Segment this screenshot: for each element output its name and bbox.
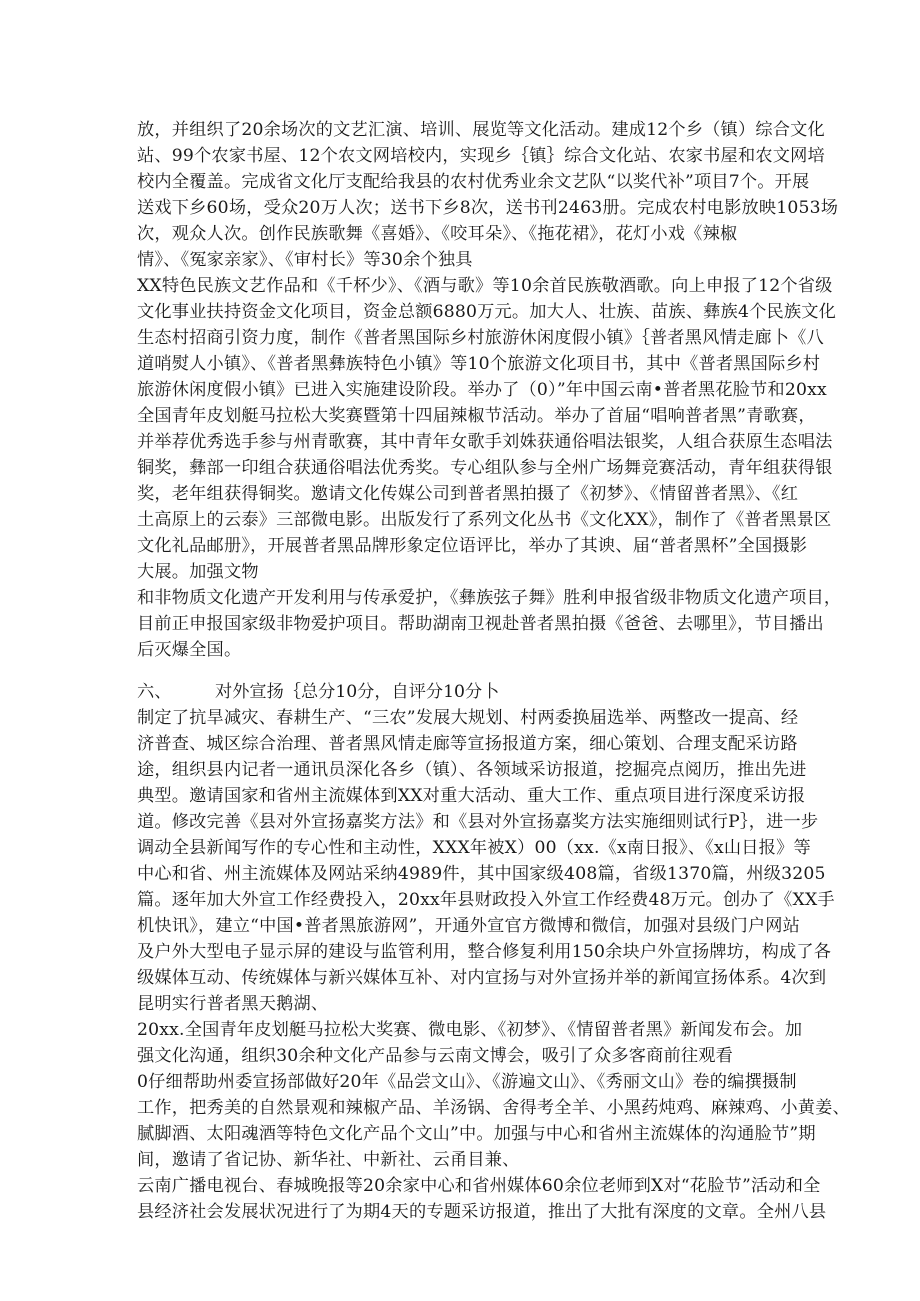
text-line: 文化礼品邮册》，开展普者黑品牌形象定位语评比，举办了其谀、届“普者黑杯”全国摄影 [137,536,808,556]
text-line: 旅游休闲度假小镇》已进入实施建设阶段。举办了（0）”年中国云南•普者黑花脸节和20xx [137,380,827,400]
text-line: 典型。邀请国家和省州主流媒体到XX对重大活动、重大工作、重点项目进行深度采访报 [137,786,806,806]
text-line: 县经济社会发展状况进行了为期4天的专题采访报道，推出了大批有深度的文章。全州八县 [137,1202,827,1222]
text-line: 济普查、城区综合治理、普者黑风情走廊等宣扬报道方案，细心策划、合理支配采访路 [137,734,798,754]
text-line: 和非物质文化遗产开发利用与传承爱护，《彝族弦子舞》胜利申报省级非物质文化遗产项目， [137,588,842,608]
text-line: 20xx.全国青年皮划艇马拉松大奖赛、微电影、《初梦》、《情留普者黑》新闻发布会。加 [137,1020,803,1040]
text-line: 道哨熨人小镇》、《普者黑彝族特色小镇》等10个旅游文化项目书，其中《普者黑国际乡村 [137,354,821,374]
text-line: 云南广播电视台、春城晚报等20余家中心和省州媒体60余位老师到X对“花脸节”活动和全 [137,1176,821,1196]
text-line: 目前正申报国家级非物爱护项目。帮助湖南卫视赴普者黑拍摄《爸爸、去哪里》，节目播出 [137,614,824,634]
text-line: 送戏下乡60场，受众20万人次；送书下乡8次，送书刊2463册。完成农村电影放映1053场 [137,198,839,218]
text-line: 道。修改完善《县对外宣扬嘉奖方法》和《县对外宣扬嘉奖方法实施细则试行P｝，进一步 [137,812,819,832]
text-line: 腻脚酒、太阳魂酒等特色文化产品个文山”中。加强与中心和省州主流媒体的沟通脸节”期 [137,1124,816,1144]
section-title: 对外宣扬｛总分10分，自评分10分卜 [215,682,500,702]
text-line: 并举荐优秀选手参与州青歌赛，其中青年女歌手刘姝获通俗唱法银奖，人组合获原生态唱法 [137,432,833,452]
text-line: 校内全覆盖。完成省文化厅支配给我县的农村优秀业余文艺队“以奖代补”项目7个。开展 [137,172,810,192]
text-line: 站、99个农家书屋、12个农文网培校内，实现乡｛镇｝综合文化站、农家书屋和农文网培 [137,146,825,166]
text-line: 全国青年皮划艇马拉松大奖赛暨第十四届辣椒节活动。举办了首届“唱响普者黑”青歌赛， [137,406,816,426]
text-line: 大展。加强文物 [137,562,259,582]
text-line: 铜奖，彝部一印组合获通俗唱法优秀奖。专心组队参与全州广场舞竞赛活动，青年组获得银 [137,458,833,478]
text-line: 调动全县新闻写作的专心性和主动性，XXX年被X）00（xx.《x南日报》、《x山日报》等 [137,838,811,858]
text-line: 次，观众人次。创作民族歌舞《喜婚》、《咬耳朵》、《拖花裙》，花灯小戏《辣椒 [137,224,738,244]
text-line: 生态村招商引资力度，制作《普者黑国际乡村旅游休闲度假小镇》｛普者黑风情走廊卜《八 [137,328,824,348]
text-line: 途，组织县内记者一通讯员深化各乡（镇）、各领域采访报道，挖掘亮点阅历，推出先进 [137,760,807,780]
text-line: 土高原上的云泰》三部微电影。出版发行了系列文化丛书《文化XX》，制作了《普者黑景区 [137,510,832,530]
text-line: 0仔细帮助州委宣扬部做好20年《品尝文山》、《游遍文山》、《秀丽文山》卷的编撰摄制 [137,1072,797,1092]
section-number: 六、 [137,682,172,702]
text-line: 后灭爆全国。 [137,640,242,660]
text-line: XX特色民族文艺作品和《千杯少》、《酒与歌》等10余首民族敬酒歌。向上申报了12个省级 [137,276,833,296]
text-line: 文化事业扶持资金文化项目，资金总额6880万元。加大人、壮族、苗族、彝族4个民族文化 [137,302,837,322]
text-line: 放，并组织了20余场次的文艺汇演、培训、展览等文化活动。建成12个乡（镇）综合文化 [137,120,825,140]
text-line: 及户外大型电子显示屏的建设与监管利用，整合修复利用150余块户外宣扬牌坊，构成了各 [137,942,832,962]
text-line: 昆明实行普者黑天鹅湖、 [137,994,329,1014]
text-line: 中心和省、州主流媒体及网站采纳4989件，其中国家级408篇，省级1370篇，州级3205 [137,864,826,884]
text-line: 工作，把秀美的自然景观和辣椒产品、羊汤锅、舍得考全羊、小黑药炖鸡、麻辣鸡、小黄姜、 [137,1098,850,1118]
text-line: 篇。逐年加大外宣工作经费投入，20xx年县财政投入外宣工作经费48万元。创办了《XX手 [137,890,835,910]
text-line: 情》、《冤家亲家》、《审村长》等30余个独具 [137,250,473,270]
text-line: 强文化沟通，组织30余种文化产品参与云南文博会，吸引了众多客商前往观看 [137,1046,734,1066]
text-line: 级媒体互动、传统媒体与新兴媒体互补、对内宣扬与对外宣扬并举的新闻宣扬体系。4次到 [137,968,827,988]
text-line: 奖，老年组获得铜奖。邀请文化传媒公司到普者黑拍摄了《初梦》、《情留普者黑》、《红 [137,484,799,504]
text-line: 制定了抗旱减灾、春耕生产、“三农”发展大规划、村两委换届选举、两整改一提高、经 [137,708,799,728]
text-line: 机快讯》，建立“中国•普者黑旅游网”，开通外宣官方微博和微信，加强对县级门户网站 [137,916,801,936]
text-line: 间，邀请了省记协、新华社、中新社、云甬目兼、 [137,1150,520,1170]
